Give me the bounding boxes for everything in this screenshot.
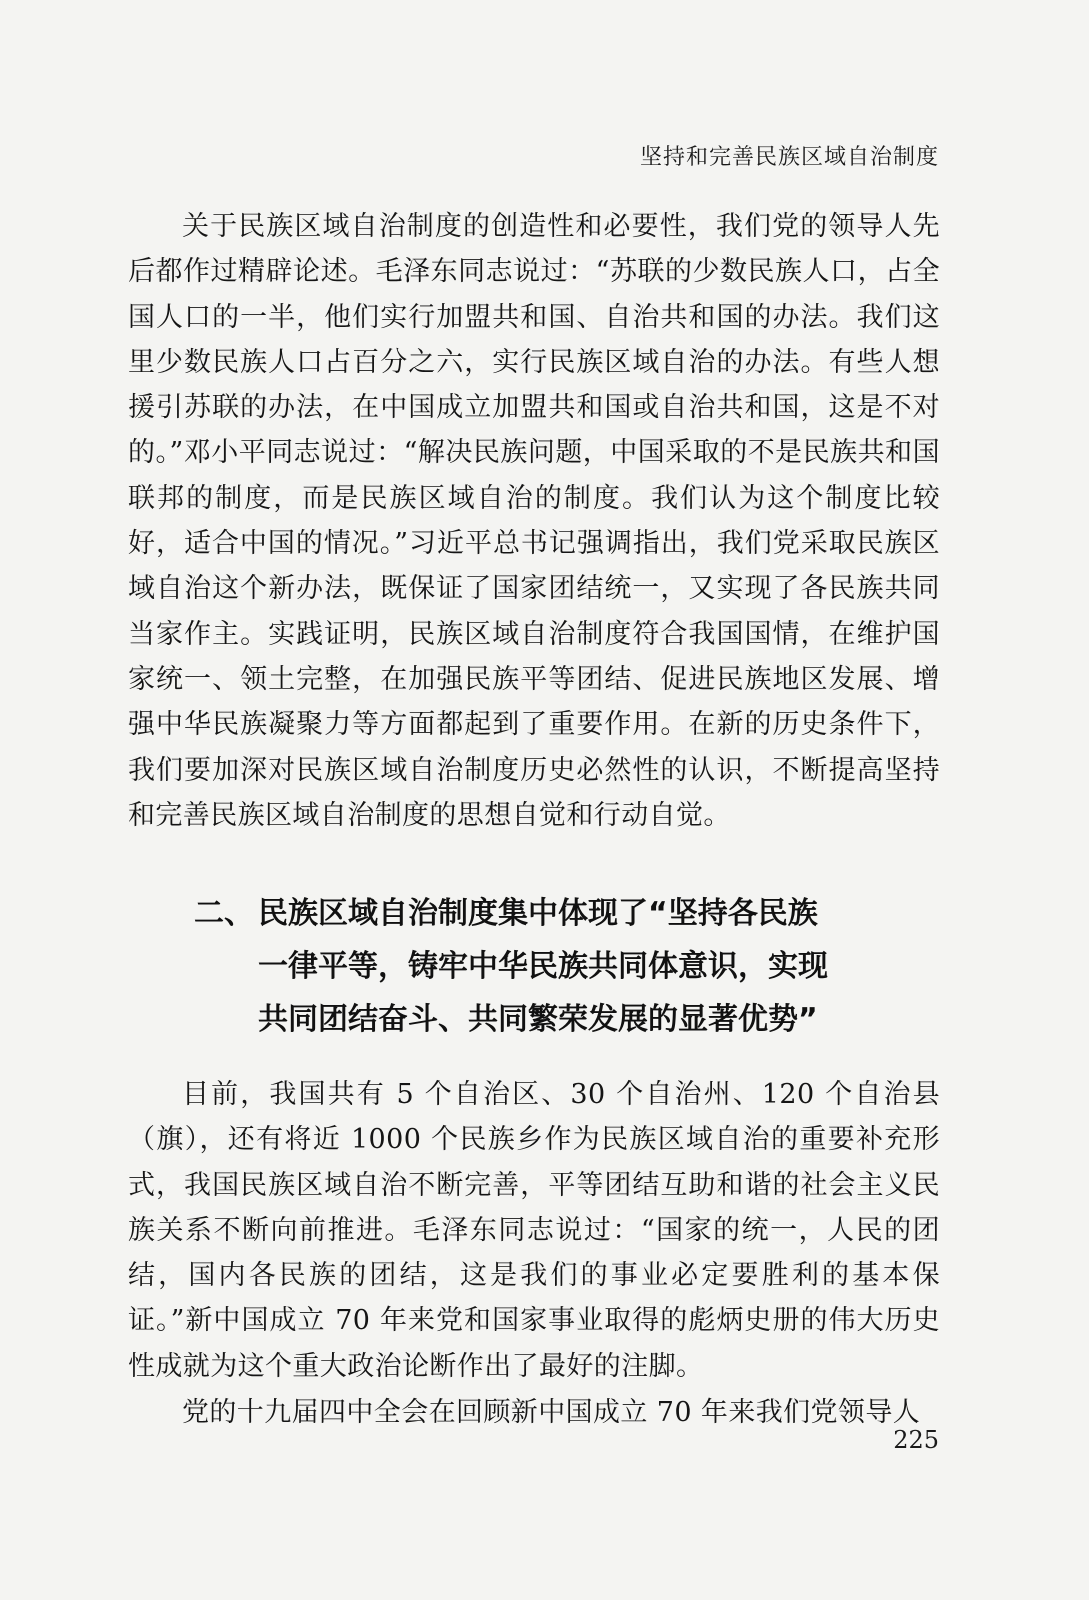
section-heading-line-3: 共同团结奋斗、共同繁荣发展的显著优势” bbox=[258, 1002, 818, 1037]
section-heading-line-1 bbox=[194, 887, 884, 940]
section-heading-text-1: 民族区域自治制度集中体现了“坚持各民族 bbox=[258, 896, 818, 931]
section-number: 二、 bbox=[194, 896, 254, 931]
body-paragraph-2: 目前，我国共有 5 个自治区、30 个自治州、120 个自治县（旗），还有将近 1000 个民族乡作为民族区域自治的重要补充形式，我国民族区域自治不断完善，平等团结互助和谐的社会主义民族关系不断向前推进。毛泽东同志说过：“国家的统一，人民的团结，国内各民族的团结，这是我们的事业必定要胜利的基本保证。”新中国成立 70 年来党和国家事业取得的彪炳史册的伟大历史性成就为这个重大政治论断作出了最好的注脚。 bbox=[128, 1079, 940, 1382]
body-paragraph-1: 关于民族区域自治制度的创造性和必要性，我们党的领导人先后都作过精辟论述。毛泽东同志说过：“苏联的少数民族人口，占全国人口的一半，他们实行加盟共和国、自治共和国的办法。我们这里少数民族人口占百分之六，实行民族区域自治的办法。有些人想援引苏联的办法，在中国成立加盟共和国或自治共和国，这是不对的。”邓小平同志说过：“解决民族问题，中国采取的不是民族共和国联邦的制度，而是民族区域自治的制度。我们认为这个制度比较好，适合中国的情况。”习近平总书记强调指出，我们党采取民族区域自治这个新办法，既保证了国家团结统一，又实现了各民族共同当家作主。实践证明，民族区域自治制度符合我国国情，在维护国家统一、领土完整，在加强民族平等团结、促进民族地区发展、增强中华民族凝聚力等方面都起到了重要作用。在新的历史条件下，我们要加深对民族区域自治制度历史必然性的认识，不断提高坚持和完善民族区域自治制度的思想自觉和行动自觉。 bbox=[128, 211, 940, 831]
section-heading-line-2: 一律平等，铸牢中华民族共同体意识，实现 bbox=[258, 949, 828, 984]
section-heading bbox=[194, 887, 884, 1046]
page-number: 225 bbox=[893, 1426, 939, 1454]
running-header: 坚持和完善民族区域自治制度 bbox=[639, 145, 939, 170]
body-paragraph-3: 党的十九届四中全会在回顾新中国成立 70 年来我们党领导人 bbox=[182, 1397, 921, 1428]
